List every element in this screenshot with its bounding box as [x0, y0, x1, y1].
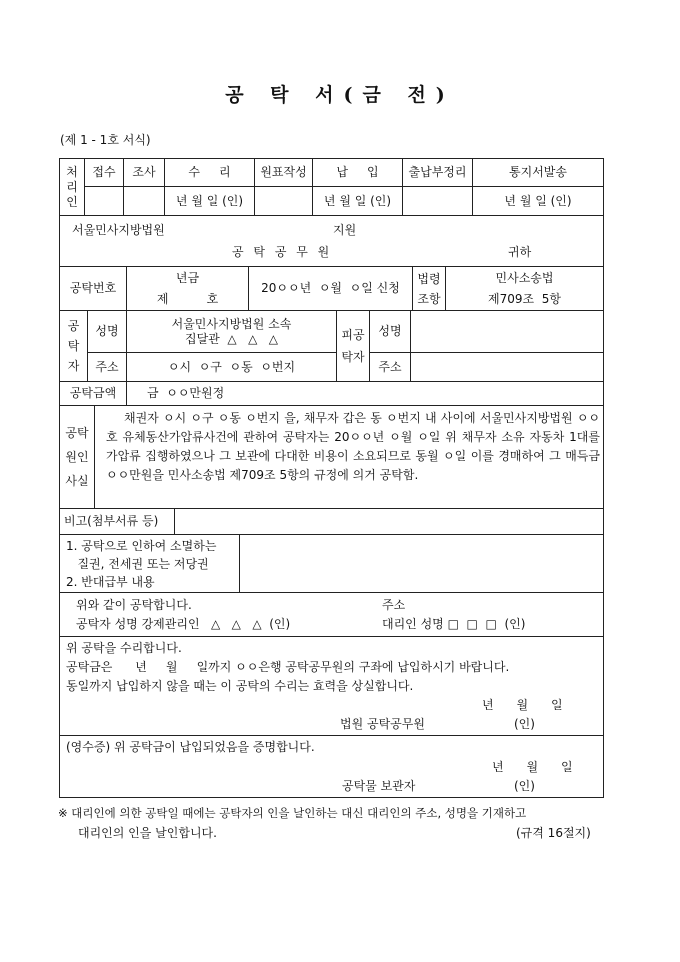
extinct-label — [59, 534, 240, 593]
branch-label: 지원 — [333, 223, 357, 237]
remarks-field[interactable] — [174, 508, 604, 535]
header-ledger: 원표작성 — [254, 158, 313, 187]
header-accept: 수 리 — [164, 158, 255, 187]
header-payment: 납 입 — [312, 158, 403, 187]
agent-address-label: 주소 — [382, 598, 406, 612]
acceptance-seal: (인) — [514, 717, 535, 731]
depositor-name-field[interactable] — [126, 310, 337, 353]
number-line: 제 호 — [156, 291, 219, 306]
honorific: 귀하 — [508, 245, 532, 259]
footnote-line2: 대리인의 인을 날인합니다. — [78, 826, 217, 840]
ledger-cell[interactable] — [254, 186, 313, 216]
receipt-date: 년 월 일 — [492, 760, 573, 774]
deposit-number-label: 공탁번호 — [59, 266, 127, 311]
receipt-cell[interactable] — [84, 186, 124, 216]
remarks-label: 비고(첨부서류 등) — [59, 508, 175, 535]
header-receipt: 접수 — [84, 158, 124, 187]
depositor-addr-label: 주소 — [87, 352, 127, 382]
cashbook-cell[interactable] — [402, 186, 473, 216]
accept-date[interactable]: 년 월 일 (인) — [164, 186, 255, 216]
law-field[interactable] — [445, 266, 604, 311]
depositee-addr-label: 주소 — [369, 352, 411, 382]
amount-field[interactable]: 금 ㅇㅇ만원정 — [126, 381, 604, 406]
form-number: (제 1 - 1호 서식) — [60, 133, 151, 147]
law-line2: 제709조 5항 — [488, 291, 561, 306]
document-title: 공 탁 서(금 전) — [225, 84, 455, 106]
depositee-name-field[interactable] — [410, 310, 604, 353]
amount-label: 공탁금액 — [59, 381, 127, 406]
extinct-field[interactable] — [239, 534, 604, 593]
depositee-addr-field[interactable] — [410, 352, 604, 382]
paper-spec: (규격 16절지) — [516, 826, 591, 840]
agent-signature[interactable]: 대리인 성명 □ □ □ (인) — [382, 617, 526, 631]
depositor-name-label: 성명 — [87, 310, 127, 353]
depositee-label: 피공 탁자 — [336, 310, 370, 382]
extinct-line1: 1. 공탁으로 인하여 소멸하는 — [66, 538, 217, 553]
acceptance-date: 년 월 일 — [482, 698, 563, 712]
header-review: 조사 — [123, 158, 165, 187]
acceptance-line2: 공탁금은 년 월 일까지 ㅇㅇ은행 공탁공무원의 구좌에 납입하시기 바랍니다. — [66, 660, 510, 674]
year-line: 년금 — [175, 270, 200, 285]
application-date[interactable]: 20ㅇㅇ년 ㅇ월 ㅇ일 신청 — [248, 266, 413, 311]
header-notice: 통지서발송 — [472, 158, 604, 187]
depositee-name-label: 성명 — [369, 310, 411, 353]
court-name: 서울민사지방법원 — [72, 223, 165, 237]
depositor-name-line1: 서울민사지방법원 소속 — [171, 316, 292, 331]
depositor-signature[interactable]: 공탁자 성명 강제관리인 △ △ △ (인) — [76, 617, 291, 631]
depositor-label: 공 탁 자 — [59, 310, 88, 382]
review-cell[interactable] — [123, 186, 165, 216]
receipt-signer: 공탁물 보관자 — [342, 779, 416, 793]
processor-label: 처 리 인 — [59, 158, 85, 216]
officer-label: 공 탁 공 무 원 — [232, 245, 333, 259]
header-cashbook: 출납부정리 — [402, 158, 473, 187]
reason-label: 공탁 원인 사실 — [59, 405, 95, 509]
receipt-seal: (인) — [514, 779, 535, 793]
extinct-line3: 2. 반대급부 내용 — [66, 574, 155, 589]
footnote-line1: ※ 대리인에 의한 공탁일 때에는 공탁자의 인을 날인하는 대신 대리인의 주소, 성명을 기재하고 — [58, 806, 527, 820]
receipt-line1: (영수증) 위 공탁금이 납입되었음을 증명합니다. — [66, 740, 315, 754]
law-label: 법령 조항 — [412, 266, 446, 311]
acceptance-line1: 위 공탁을 수리합니다. — [66, 641, 182, 655]
reason-text: 채권자 ㅇ시 ㅇ구 ㅇ동 ㅇ번지 을, 채무자 갑은 동 ㅇ번지 내 사이에 서울민사지방법원 ㅇㅇ호 유체동산가압류사건에 관하여 공탁자는 20ㅇㅇ년 ㅇ월 ㅇ일 위 채무자 소유 자동차 1대를 가압류 집행하였으나 그 보관에 다대한 비용이 소요되므로 동월 ㅇ일 이를 경매하여 그 매득금 ㅇㅇ만원을 민사소송법 제709조 5항의 규정에 의거 공탁함. — [106, 411, 600, 482]
extinct-line2: 질권, 전세권 또는 저당권 — [66, 556, 209, 571]
acceptance-line3: 동일까지 납입하지 않을 때는 이 공탁의 수리는 효력을 상실합니다. — [66, 679, 414, 693]
acceptance-signer: 법원 공탁공무원 — [340, 717, 425, 731]
deposit-number-field[interactable] — [126, 266, 249, 311]
law-line1: 민사소송법 — [495, 270, 554, 285]
depositor-name-line2: 집달관 △ △ △ — [185, 331, 278, 346]
depositor-addr-field[interactable]: ㅇ시 ㅇ구 ㅇ동 ㅇ번지 — [126, 352, 337, 382]
payment-date[interactable]: 년 월 일 (인) — [312, 186, 403, 216]
notice-date[interactable]: 년 월 일 (인) — [472, 186, 604, 216]
declaration-text: 위와 같이 공탁합니다. — [76, 598, 192, 612]
